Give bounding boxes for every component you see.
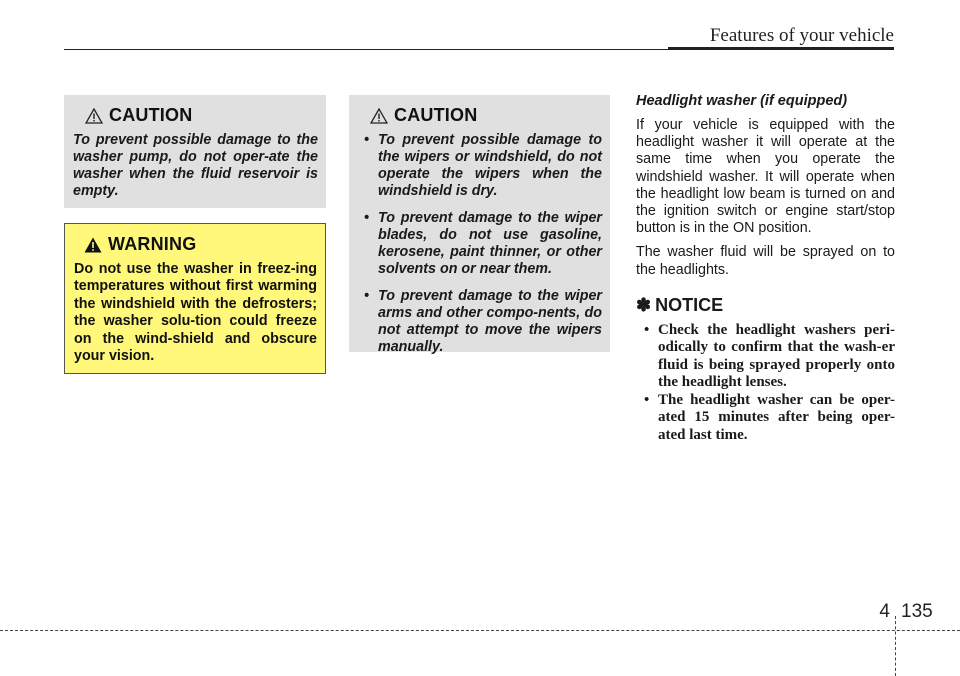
caution-title-text: CAUTION	[109, 105, 193, 125]
caution-body: To prevent possible damage to the washer pump, do not oper-ate the washer when the fluid reservoir is empty.	[73, 132, 318, 199]
warning-body: Do not use the washer in freez-ing temperatures without first warming the windshield with the defrosters; the washer solu-tion could freeze on the wind-shield and obscure your vision.	[74, 261, 317, 365]
page-number: 135	[901, 601, 933, 622]
caution-box-wipers	[349, 95, 610, 355]
caution-triangle-icon	[370, 108, 388, 124]
notice-item: • Check the headlight washers peri-odically to confirm that the wash-er fluid is being sprayed properly onto the headlight lenses.	[644, 321, 895, 391]
warning-title	[84, 234, 317, 255]
footer-rule	[0, 630, 960, 631]
warning-triangle-icon	[84, 237, 102, 253]
warning-title-text: WARNING	[108, 234, 197, 254]
caution-title	[370, 105, 602, 126]
caution-title-text: CAUTION	[394, 105, 478, 125]
caution-item: • To prevent damage to the wiper arms and other compo-nents, do not attempt to move the wipers manually.	[364, 288, 602, 355]
headlight-washer-section	[636, 93, 895, 444]
notice-title-text: NOTICE	[655, 294, 724, 315]
notice-list	[636, 322, 895, 445]
caution-item-text: To prevent damage to the wiper arms and other compo-nents, do not attempt to move the wipers manually.	[378, 288, 602, 355]
caution-item-text: To prevent damage to the wiper blades, do not use gasoline, kerosene, paint thinner, or other solvents on or near them.	[378, 210, 602, 277]
caution-box-washer-pump	[64, 95, 326, 208]
notice-star-icon: ✽	[636, 294, 652, 315]
caution-item: • To prevent possible damage to the wipers or windshield, do not operate the wipers when the windshield is dry.	[364, 132, 602, 199]
caution-list	[358, 132, 602, 356]
section-paragraph: If your vehicle is equipped with the headlight washer it will operate at the same time when you operate the windshield washer. It will operate when the headlight low beam is turned on and the ignition switch or engine start/stop button is in the ON position.	[636, 117, 895, 237]
header-rule-accent	[668, 47, 894, 50]
footer-divider	[895, 616, 896, 676]
section-paragraph: The washer fluid will be sprayed on to the headlights.	[636, 244, 895, 278]
chapter-number: 4	[879, 601, 890, 622]
warning-box-freezing	[64, 223, 326, 374]
notice-item: • The headlight washer can be oper-ated 15 minutes after being oper-ated last time.	[644, 391, 895, 443]
caution-triangle-icon	[85, 108, 103, 124]
section-heading: Headlight washer (if equipped)	[636, 93, 848, 109]
notice-heading	[636, 295, 895, 316]
notice-item-text: The headlight washer can be oper-ated 15 minutes after being oper-ated last time.	[658, 391, 895, 443]
notice-item-text: Check the headlight washers peri-odically to confirm that the wash-er fluid is being sprayed properly onto the headlight lenses.	[658, 321, 895, 391]
caution-item-text: To prevent possible damage to the wipers or windshield, do not operate the wipers when the windshield is dry.	[378, 132, 602, 199]
caution-title	[85, 105, 318, 126]
caution-item: • To prevent damage to the wiper blades, do not use gasoline, kerosene, paint thinner, or other solvents on or near them.	[364, 210, 602, 277]
page-header-title: Features of your vehicle	[709, 25, 894, 46]
